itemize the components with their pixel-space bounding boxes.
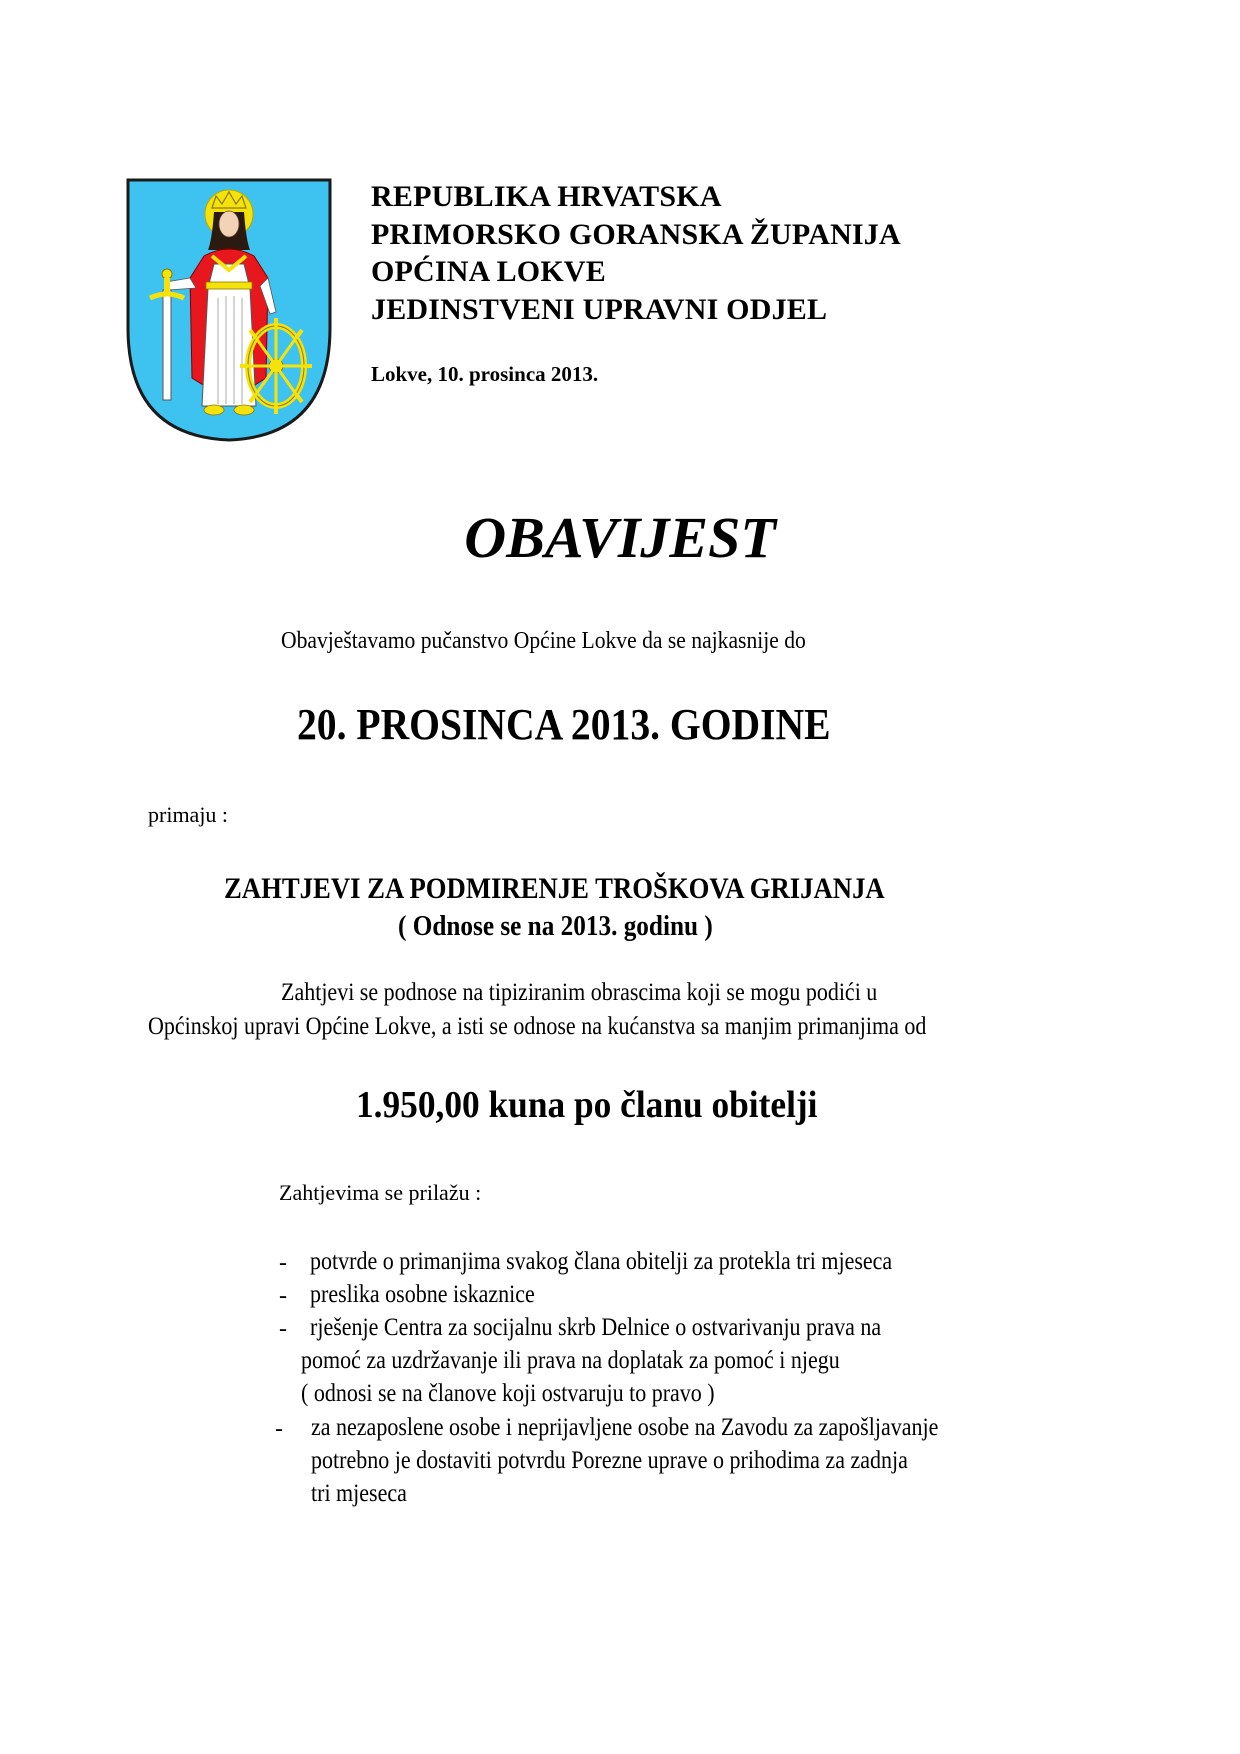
list-item: rješenje Centra za socijalnu skrb Delnice o ostvarivanju prava na — [310, 1314, 882, 1341]
list-bullet: - — [279, 1283, 287, 1309]
list-item: potvrde o primanjima svakog člana obitelji za protekla tri mjeseca — [310, 1248, 893, 1275]
list-item-continuation: tri mjeseca — [311, 1480, 407, 1507]
list-bullet: - — [279, 1250, 287, 1276]
body-line-1: Zahtjevi se podnose na tipiziranim obrascima koji se mogu podići u — [281, 979, 878, 1006]
income-threshold: 1.950,00 kuna po članu obitelji — [356, 1084, 818, 1126]
list-bullet: - — [275, 1416, 283, 1442]
notice-title — [0, 504, 1240, 571]
attachments-label: Zahtjevima se prilažu : — [279, 1180, 482, 1205]
request-subject-note: ( Odnose se na 2013. godinu ) — [398, 910, 713, 942]
municipality-name: OPĆINA LOKVE — [371, 255, 606, 288]
department-name: JEDINSTVENI UPRAVNI ODJEL — [371, 293, 828, 326]
list-item-continuation: potrebno je dostaviti potvrdu Porezne uprave o prihodima za zadnja — [311, 1447, 908, 1474]
list-bullet: - — [279, 1316, 287, 1342]
receive-label: primaju : — [148, 802, 229, 827]
document-date: Lokve, 10. prosinca 2013. — [371, 362, 599, 386]
notice-title-text: OBAVIJEST — [464, 505, 776, 570]
request-subject: ZAHTJEVI ZA PODMIRENJE TROŠKOVA GRIJANJA — [224, 872, 885, 905]
coat-of-arms-icon — [126, 178, 332, 442]
list-item: preslika osobne iskaznice — [310, 1281, 535, 1308]
county-name: PRIMORSKO GORANSKA ŽUPANIJA — [371, 218, 901, 251]
list-item-continuation: ( odnosi se na članove koji ostvaruju to pravo ) — [301, 1380, 715, 1407]
country-name: REPUBLIKA HRVATSKA — [371, 180, 722, 213]
intro-text: Obavještavamo pučanstvo Općine Lokve da se najkasnije do — [281, 628, 806, 654]
list-item: za nezaposlene osobe i neprijavljene osobe na Zavodu za zapošljavanje — [311, 1414, 939, 1441]
list-item-continuation: pomoć za uzdržavanje ili prava na doplatak za pomoć i njegu — [301, 1347, 840, 1374]
body-line-2: Općinskoj upravi Općine Lokve, a isti se odnose na kućanstva sa manjim primanjima od — [148, 1013, 927, 1040]
deadline-date: 20. PROSINCA 2013. GODINE — [297, 700, 831, 749]
